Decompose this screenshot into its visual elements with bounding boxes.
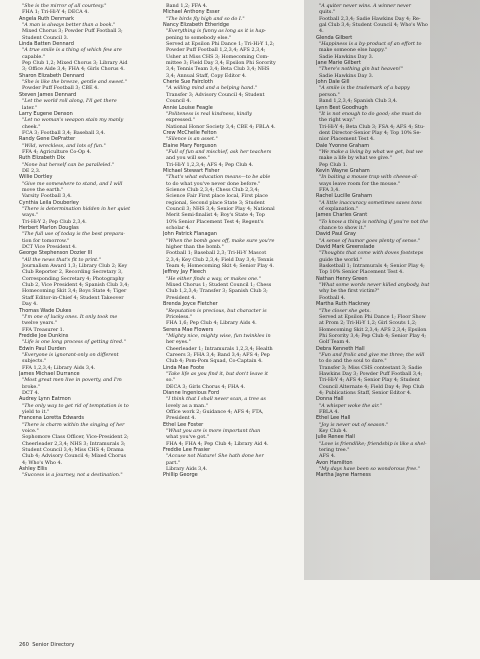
senior-name: George Stephenson Dozier III (19, 250, 93, 257)
entry-text-line: "Life is one long process of getting tired." (22, 339, 126, 346)
senior-name: Crew McChelle Felton (163, 129, 217, 136)
senior-name: Thomas Wade Dukes (19, 307, 72, 314)
senior-name: Herbert Marlon Douglas (19, 225, 79, 232)
entry-text-line: pening to somebody else." (166, 34, 232, 41)
entry-text-line: "There is determination hidden in her quiet (22, 206, 131, 212)
entry-text-line: FBLA 4. (319, 409, 339, 415)
entry-text-line: part." (166, 459, 181, 466)
entry-text-line: "Let no woman's weapon stain my manly (22, 117, 124, 124)
entry-text-line: DCT Vice President 4. (22, 244, 77, 251)
entry-text-line: "There's nothing gin but heaven!" (319, 66, 403, 73)
entry-text-line: "A quiter never wins. A winner never (319, 3, 412, 9)
entry-text-line: Staff Editor-in-Chief 4; Student Takeover (22, 294, 124, 301)
entry-text-line: Priceless." (166, 313, 193, 320)
entry-text-line: "Happiness is a by-product of an effort to (319, 41, 422, 48)
senior-entry (19, 346, 147, 371)
senior-name: Ethel Lee Hall (316, 415, 351, 422)
senior-name: Brenda Joyce Fletcher (163, 301, 218, 308)
entry-text-line: guide the world." (319, 256, 362, 263)
entry-text-line: so." (166, 377, 176, 384)
senior-name: Glenda Gilbert (316, 34, 353, 41)
entry-text-line: 10% Senior Placement Test 4; Regent's (166, 218, 264, 225)
entry-text-line: Student Council 3. (22, 34, 69, 41)
entry-text-line: her eyes." (166, 339, 191, 346)
senior-name: Jane Marie Gilbert (316, 60, 361, 67)
entry-text-line: 3; Office Aide 3,4; FHA 4; Girls Chorus 4. (22, 66, 125, 73)
senior-entry (163, 79, 291, 104)
senior-name: Michael Stewart Fisher (163, 167, 220, 174)
entry-text-line: "A sense of humor goes plenty of sense." (319, 237, 421, 244)
entry-text-line: AFS 4. (319, 453, 336, 460)
entry-text-line: 4. (319, 28, 324, 35)
senior-entry (163, 231, 291, 269)
senior-name: Willie Dortley (19, 174, 53, 181)
entry-text-line: Pep Club 1. (319, 161, 348, 168)
senior-entry (19, 111, 147, 136)
entry-text-line: to do and the soul to dare." (319, 358, 387, 365)
entry-text-line: make a life by what we give." (319, 155, 392, 162)
senior-entry (316, 415, 448, 434)
entry-text-line: Basketball 1; Intramurals 4; Senior Play 4; (319, 263, 425, 270)
entry-text-line: Tri-Hi-Y 4; AFS 4; Senior Play 4; Student (319, 377, 420, 384)
entry-text-line: nior Placement Test 4. (319, 136, 375, 143)
senior-name: Michael Anthony Esser (163, 9, 220, 16)
senior-entry (19, 92, 147, 111)
directory-column-3 (316, 3, 448, 617)
entry-text-line: DE 2,3. (22, 167, 41, 174)
entry-text-line: Sadie Hawkins Day 3. (319, 72, 374, 79)
entry-text-line: ways leave room for the mouse." (319, 180, 401, 187)
senior-name: John Patrick Flanagan (163, 231, 217, 238)
senior-entry (163, 143, 291, 168)
entry-text-line: "Everything is funny as long as it is hap- (166, 28, 267, 35)
entry-text-line: at Prom 2; Tri-Hi-Y 1,2; Girl Scouts 1,2; (319, 320, 417, 327)
senior-entry (163, 365, 291, 390)
entry-text-line: Student Council 3,4; Miss CHS 4; Drama (22, 447, 124, 454)
entry-text-line: DCT 4. (22, 389, 40, 396)
entry-text-line: broke." (22, 383, 41, 390)
senior-entry (163, 9, 291, 22)
entry-text-line: Phi Sorority 3,4; Pep Club 4; Senior Play 4; (319, 332, 427, 339)
entry-text-line: "In baiting a mouse trap with cheese-al- (319, 174, 419, 181)
senior-entry (316, 35, 448, 60)
entry-text-line: cheek." (22, 123, 41, 130)
entry-text-line: FHA 4; FHA 4; Pep Club 4; Library Aid 4. (166, 440, 269, 447)
entry-text-line: quits." (319, 9, 336, 16)
senior-entry (19, 225, 147, 250)
entry-text-line: subjects." (22, 358, 47, 365)
entry-text-line: what you've got." (166, 434, 210, 441)
entry-text-line: "None but herself can be paralleled." (22, 161, 115, 168)
entry-text-line: of explanation." (319, 206, 359, 212)
entry-text-line: Club Reporter 2, Recording Secretary 3, (22, 269, 123, 276)
entry-text-line: lovely as a man." (166, 402, 209, 409)
senior-name: Rachel Lucille Graham (316, 193, 372, 200)
page-footer (19, 642, 74, 648)
senior-name: Donna Hall (316, 396, 344, 403)
entry-text-line: Mixed Chorus 3; Powder Puff Football 3; (22, 28, 123, 35)
entry-text-line: Football 2,3,4; Sadie Hawkins Day 4; Re- (319, 15, 421, 22)
entry-text-line: Team 4; Homecoming Skit 4; Senior Play 4. (166, 263, 274, 270)
senior-entry (19, 333, 147, 346)
senior-name: Angela Ruth Denmark (19, 15, 74, 22)
senior-entry (19, 466, 147, 479)
entry-text-line: Powder Puff Football 3; CBE 4. (22, 85, 99, 92)
entry-text-line: FHA 1; Tri-Hi-Y 4; DECA 4. (22, 9, 89, 16)
senior-name: Audrey Lynn Eatmon (19, 396, 71, 403)
entry-text-line: Sadie Hawkins Day 3. (319, 53, 374, 60)
entry-text-line: Club 1,2,3,4; Transfer 3; Spanish Club 3; (166, 288, 268, 295)
senior-name: Randy Gene DePratter (19, 136, 76, 143)
entry-text-line: FCA 3; Football 3,4; Baseball 3,4. (22, 129, 106, 136)
entry-text-line: chance to show it." (319, 225, 367, 232)
senior-entry (316, 244, 448, 276)
senior-entry (316, 434, 448, 459)
senior-entry (316, 396, 448, 415)
entry-text-line: Pep Club 1,2; Mixed Chorus 3; Library Aid (22, 60, 128, 67)
senior-entry (19, 174, 147, 199)
senior-entry (316, 168, 448, 193)
entry-text-line: Careers 3; FHA 3,4; Band 3,4; AFS 4; Pep (166, 351, 270, 358)
entry-text-line: "We make a living by what we get, but we (319, 148, 423, 155)
entry-text-line: Cheerleader 2,3,4; NHS 3; Intramurals 3; (22, 440, 126, 447)
senior-entry (19, 250, 147, 307)
entry-text-line: Council 4. (166, 98, 192, 105)
entry-text-line: "Mighty nice, mighty wise, fun twinkles in (166, 332, 271, 339)
senior-name: Kevin Wayne Graham (316, 167, 370, 174)
senior-entry (163, 130, 291, 143)
senior-name: Cynthia Leila Douberley (19, 199, 79, 206)
entry-text-line: Hawkins Day 3; Powder Puff Football 3,4; (319, 370, 423, 377)
senior-entry (316, 143, 448, 168)
entry-text-line: Office work 2; Guidance 4; AFS 4; FTA, (166, 409, 264, 415)
entry-text-line: FFA 1,2,3,4; Library Aids 3,4. (22, 364, 96, 371)
entry-text-line: to do what you've never done before." (166, 180, 261, 187)
entry-text-line: 2,3,4; Key Club 2,3,4; Field Day 3,4; Tennis (166, 256, 274, 263)
senior-name: Jeffrey Jay Fleech (163, 269, 206, 276)
entry-text-line: Library Aids 3,4. (166, 466, 208, 473)
entry-text-line: Golf Team 4. (319, 339, 351, 346)
senior-entry (163, 269, 291, 301)
entry-text-line: tion for tomorrow." (22, 237, 70, 244)
senior-entry (163, 422, 291, 447)
entry-text-line: Band 1,2,3,4; Spanish Club 3,4. (319, 98, 398, 105)
entry-text-line: "The full use of today is the best prepara- (22, 231, 126, 238)
senior-name: Linda Batten Dennard (19, 41, 74, 48)
entry-text-line: Sophomore Class Officer, Vice-President 2; (22, 434, 129, 441)
entry-text-line: "What you are is more important than (166, 428, 261, 435)
entry-text-line: "A man is always better than a book." (22, 22, 116, 29)
entry-text-line: "She is like the breeze, gentle and sweet." (22, 79, 127, 86)
entry-text-line: FFA Treasurer 1. (22, 326, 65, 333)
senior-entry (316, 79, 448, 104)
senior-entry (19, 136, 147, 155)
entry-text-line: "My days have been so wondorous free." (319, 466, 420, 473)
directory-column-2 (163, 3, 291, 639)
senior-entry (19, 16, 147, 41)
entry-text-line: Tri-Hi-Y 4; Beta Club 3; FSA 4; AFS 4; Stu- (319, 123, 425, 130)
senior-name: Lynn Best Goodhugh (316, 104, 368, 111)
entry-text-line: Homecoming Skit 2,3,4; AFS 2,3,4; Epsilon (319, 326, 427, 333)
senior-name: Larry Eugene Denson (19, 110, 73, 117)
entry-text-line: higher than the bomb." (166, 244, 224, 251)
entry-text-line: Served at Epsilon Phi Dance 1; Tri-Hi-Y 1,2; (166, 41, 275, 48)
entry-text-line: "When the bomb goes off, make sure you're (166, 237, 275, 244)
entry-text-line: Club 4; Pom-Pom Squad, Co-Captain 4. (166, 358, 263, 365)
entry-text-line: yield to it." (22, 409, 50, 415)
entry-text-line: Merit Semi-finalist 4; Boy's State 4; Top (166, 212, 265, 219)
senior-name: Freddie Joe Dunkins (19, 332, 69, 339)
senior-entry (19, 3, 147, 16)
entry-text-line: scholar 4. (166, 225, 191, 232)
senior-entry (19, 396, 147, 415)
entry-text-line: mittee 3; Field Day 3,4; Epsilon Phi Sorority (166, 60, 276, 67)
entry-text-line: Served at Epsilon Phi Dance 1; Floor Show (319, 313, 426, 320)
entry-text-line: "To know a thing is nothing if you're not the (319, 218, 429, 225)
senior-name: David Mark Greenslade (316, 244, 375, 251)
entry-text-line: capable." (22, 53, 46, 60)
page-number: 260 (19, 642, 29, 648)
entry-text-line: Tri-Hi-Y 1,2,3,4; AFS 4; Pep Club 4. (166, 161, 254, 168)
entry-text-line: "All the news that's fit to print." (22, 256, 101, 263)
entry-text-line: person." (319, 91, 340, 98)
entry-text-line: 3,4; Tennis Team 3,4; Beta Club 3,4; NHS (166, 66, 270, 73)
entry-text-line: ways." (22, 212, 39, 219)
entry-text-line: "Love is friendlike; friendship is like a shel- (319, 440, 427, 447)
entry-text-line: 4; Publications Staff, Senior Editor 4. (319, 389, 412, 396)
entry-text-line: the right way." (319, 117, 356, 124)
senior-name: Edwin Paul Durden (19, 345, 66, 352)
entry-text-line: "Joy is never out of season." (319, 421, 389, 428)
entry-text-line: FHA 1,6; Pep Club 4; Library Aids 4. (166, 320, 257, 327)
entry-text-line: tering tree." (319, 447, 350, 454)
entry-text-line: "The only way to get rid of temptation is to (22, 402, 129, 409)
senior-name: Francena Loretta Edwards (19, 415, 85, 422)
senior-entry (163, 447, 291, 472)
entry-text-line: Homecoming Skit 3,4; Boys State 4; Tiger (22, 288, 127, 295)
senior-entry (316, 212, 448, 231)
senior-entry (163, 168, 291, 231)
entry-text-line: Journalism Award 1,3; Library Club 2; Key (22, 263, 128, 270)
senior-entry (316, 60, 448, 79)
senior-entry (163, 105, 291, 130)
entry-text-line: FFA 3,4. (319, 186, 340, 193)
senior-entry (163, 22, 291, 79)
directory-column-1 (19, 3, 147, 639)
entry-text-line: "A whisper woke the air." (319, 402, 382, 409)
entry-text-line: "Fun and frolic and give me three; the will (319, 351, 425, 358)
senior-name: Ruth Elizabeth Dix (19, 155, 65, 162)
senior-name: Nancy Elizabeth Etheridge (163, 22, 230, 29)
senior-entry (163, 390, 291, 422)
entry-text-line: Band 1,2; FFA 4. (166, 3, 208, 9)
entry-text-line: 4; Who's Who 4. (22, 459, 63, 466)
senior-name: Serena Mae Flowers (163, 326, 214, 333)
entry-text-line: "The closer she gets. (319, 307, 371, 314)
entry-text-line: Transfer 3; Miss CHS contestant 3; Sadie (319, 364, 423, 371)
entry-text-line: Usher at Miss CHS 3; Homecoming Com- (166, 53, 269, 60)
entry-text-line: President 4. (166, 415, 196, 422)
entry-text-line: "He either finds a way, or makes one." (166, 275, 261, 282)
senior-name: Cherie Sue Faircloth (163, 79, 213, 86)
senior-name: Phillip George (163, 472, 198, 479)
senior-name: Ethel Lee Foster (163, 421, 204, 428)
entry-text-line: Varsity Football 3,4. (22, 193, 72, 200)
entry-text-line: Science Fair First place local, First place (166, 193, 268, 200)
entry-text-line: Top 10% Senior Placement Test 4. (319, 269, 404, 276)
footer-section-title: Senior Directory (32, 642, 75, 648)
entry-text-line: Corresponding Secretary 4; Photography (22, 275, 125, 282)
senior-name: Martha Ruth Hackney (316, 301, 371, 308)
senior-name: James Charles Grant (316, 212, 368, 219)
entry-text-line: "Thoughts that come with doves footsteps (319, 250, 424, 257)
senior-entry (316, 105, 448, 143)
entry-text-line: dent Director-Senior Play 4; Top 10% Se- (319, 129, 422, 136)
senior-entry (19, 200, 147, 225)
senior-entry (163, 301, 291, 326)
entry-text-line: Key Club 4. (319, 428, 348, 435)
senior-name: Elaine Mary Ferguson (163, 142, 217, 149)
entry-text-line: "A true smile is a thing of which few are (22, 47, 122, 54)
entry-text-line: "The birds fly high and so do I." (166, 15, 245, 22)
entry-text-line: Council 3; NHS 3,4; Senior Play 4; National (166, 206, 275, 212)
entry-text-line: 3,4; Annual Staff, Copy Editor 4. (166, 72, 247, 79)
entry-text-line: Tri-Hi-Y 2; Pep Club 2,3,4. (22, 218, 87, 225)
senior-name: Nathan Henry Green (316, 275, 368, 282)
entry-text-line: President 4. (166, 294, 196, 301)
senior-entry (163, 472, 291, 478)
senior-name: Dale Yvonne Graham (316, 142, 370, 149)
senior-entry (19, 415, 147, 466)
senior-name: Annie Louise Feagle (163, 104, 213, 111)
senior-entry (316, 346, 448, 397)
entry-text-line: "Silence is an asset." (166, 136, 218, 143)
senior-entry (316, 231, 448, 244)
entry-text-line: "Full of fun and mischief, ask her teachers (166, 148, 272, 155)
senior-name: Sharon Elizabeth Dennard (19, 72, 85, 79)
entry-text-line: "Let the world roll along, I'll get there (22, 98, 117, 105)
entry-text-line: move the earth." (22, 186, 64, 193)
senior-entry (163, 327, 291, 365)
entry-text-line: "I'm one of lucky ones. It only took me (22, 313, 118, 320)
entry-text-line: Council Alternate 4; Field Day 4; Pep Club (319, 383, 425, 390)
senior-entry (316, 301, 448, 345)
entry-text-line: Club 4; Advisory Council 4; Mixed Chorus (22, 453, 127, 460)
entry-text-line: Football 1; Baseball 2,3; Tri-Hi-Y Mascot (166, 250, 267, 257)
entry-text-line: why be the first victim?" (319, 288, 380, 295)
entry-text-line: Cheerleader 1; Intramurals 1,2,3,4; Health (166, 345, 273, 352)
senior-name: Julie Renee Hall (316, 434, 355, 441)
entry-text-line: DECA 3; Girls Chorus 4; FHA 4. (166, 383, 246, 390)
senior-name: Linda Mae Foote (163, 364, 205, 371)
entry-text-line: Powder Puff Football 1,2,3,4; AFS 2,3,4; (166, 47, 266, 54)
entry-text-line: later." (22, 104, 37, 111)
senior-name: James Michael Durrance (19, 370, 80, 377)
entry-text-line: "Give me somewhere to stand, and I will (22, 180, 123, 187)
entry-text-line: "What some words never killed anybody, but (319, 282, 430, 289)
entry-text-line: "Accuse not Nature! She hath done her (166, 453, 264, 460)
entry-text-line: "I think that I shall never scan, a tree as (166, 396, 266, 403)
entry-text-line: "A willing mind and a helping hand." (166, 85, 258, 92)
entry-text-line: "That's what education means—to be able (166, 174, 271, 181)
entry-text-line: "A smile is the trademark of a happy (319, 85, 410, 92)
senior-name: Martha Jayne Harness (316, 472, 371, 479)
senior-name: David Paul Gray (316, 231, 356, 238)
senior-entry (19, 308, 147, 333)
entry-text-line: National Honor Society 3,4; CBE 4; FBLA 4. (166, 123, 276, 130)
senior-name: Avon Hamilton (316, 459, 353, 466)
entry-text-line: gal Club 3,4; Student Council 4; Who's Who (319, 22, 428, 29)
entry-text-line: Club 2, Vice President 4; Spanish Club 3,4; (22, 282, 130, 289)
entry-text-line: expressed." (166, 117, 195, 124)
senior-name: Debra Kenneth Hall (316, 345, 365, 352)
senior-name: Dianne Ingenious Ford (163, 389, 220, 396)
entry-text-line: voice." (22, 428, 39, 435)
entry-text-line: "Reputation is precious, but character is (166, 307, 267, 314)
entry-text-line: "It is not enough to do good; she must do (319, 110, 422, 117)
entry-text-line: Transfer 3; Advisory Council 4; Student (166, 91, 265, 98)
entry-text-line: FFA 4; Agriculture Co-Op 4. (22, 148, 92, 155)
entry-text-line: and you will see." (166, 155, 210, 162)
entry-text-line: "She is the mirror of all courtesy." (22, 3, 107, 9)
senior-entry (19, 41, 147, 73)
entry-text-line: Football 4. (319, 294, 346, 301)
senior-name: Ashley Ellis (19, 466, 48, 473)
entry-text-line: "A little inaccuracy sometimes saves tons (319, 199, 422, 206)
senior-entry (316, 472, 448, 478)
entry-text-line: "Take life as you find it, but don't leave it (166, 370, 268, 377)
senior-name: Freddie Lee Frasier (163, 447, 211, 454)
senior-entry (19, 371, 147, 396)
entry-text-line: "Everyone is ignorant-only on different (22, 351, 119, 358)
entry-text-line: regional, Second place State 3; Student (166, 199, 265, 206)
entry-text-line: Mixed Chorus 1; Student Council 1; Chess (166, 282, 272, 289)
entry-text-line: "Wild, wreckless, and lots of fun." (22, 142, 106, 149)
entry-text-line: twelve years." (22, 320, 58, 327)
senior-name: John Dale Gill (316, 79, 350, 86)
entry-text-line: "Politeness is real kindness, kindly (166, 110, 252, 117)
senior-entry (316, 276, 448, 301)
senior-entry (316, 3, 448, 35)
entry-text-line: "There is charm within the singing of her (22, 421, 125, 428)
senior-name: Steven James Dennard (19, 91, 77, 98)
entry-text-line: make someone else happy." (319, 47, 388, 54)
entry-text-line: Day 4. (22, 301, 38, 308)
senior-entry (19, 155, 147, 174)
entry-text-line: "Most great men live in poverty, and I'm (22, 377, 122, 384)
senior-entry (19, 73, 147, 92)
senior-entry (316, 460, 448, 473)
entry-text-line: "Success is a journey, not a destination." (22, 472, 123, 479)
senior-entry (316, 193, 448, 212)
entry-text-line: Science Club 2,3,4; Chess Club 2,3,4; (166, 186, 260, 193)
